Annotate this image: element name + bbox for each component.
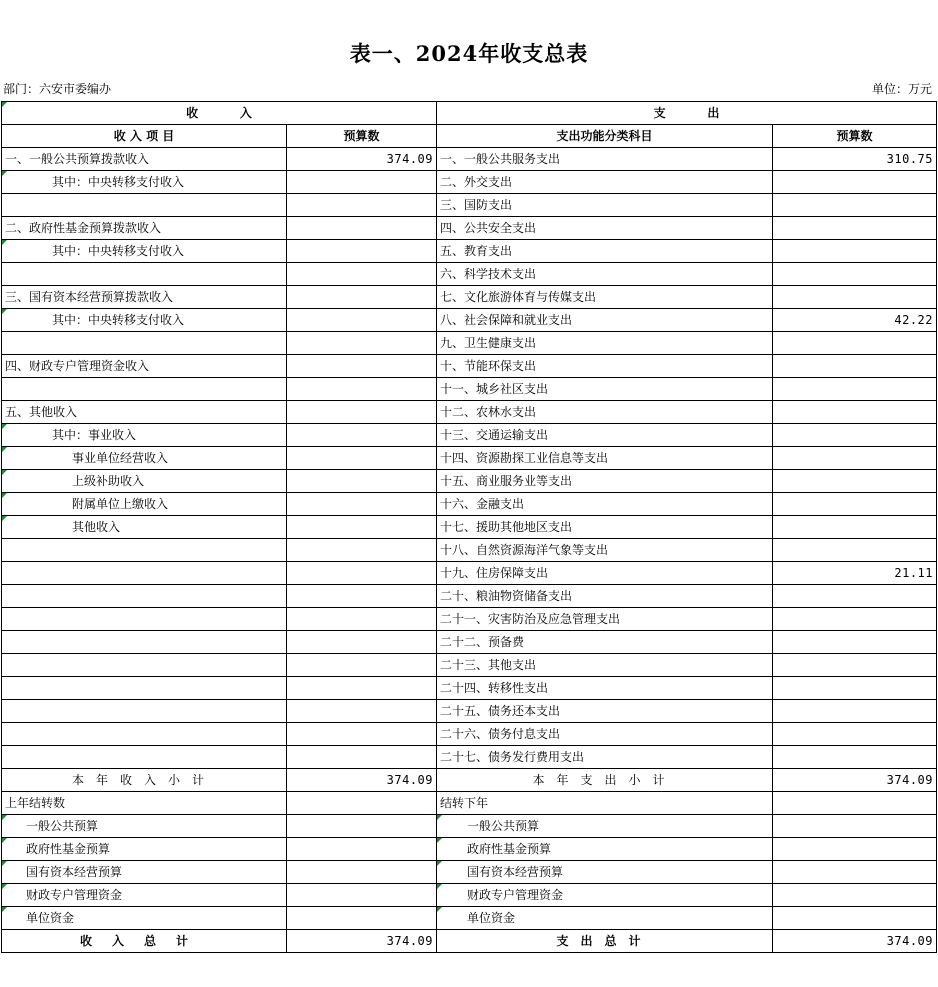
income-item-label: 四、财政专户管理资金收入 <box>2 355 287 378</box>
income-item-value <box>287 654 437 677</box>
expense-item-label: 十一、城乡社区支出 <box>437 378 773 401</box>
expense-item-label: 五、教育支出 <box>437 240 773 263</box>
carry-out-value <box>773 792 937 815</box>
carry-in-label: 政府性基金预算 <box>2 838 287 861</box>
income-item-label: 其他收入 <box>2 516 287 539</box>
table-row <box>2 240 937 263</box>
income-item-label: 其中：事业收入 <box>2 424 287 447</box>
expense-item-label: 二十二、预备费 <box>437 631 773 654</box>
carry-row <box>2 838 937 861</box>
income-item-value <box>287 447 437 470</box>
expense-item-value <box>773 608 937 631</box>
expense-item-value: 310.75 <box>773 148 937 171</box>
table-row <box>2 631 937 654</box>
page-title: 表一、2024年收支总表 <box>349 41 589 66</box>
income-item-label <box>2 263 287 286</box>
income-budget-header: 预算数 <box>287 125 437 148</box>
subtotal-row <box>2 769 937 792</box>
income-item-value <box>287 286 437 309</box>
carry-in-value <box>287 838 437 861</box>
income-item-label <box>2 194 287 217</box>
table-row <box>2 723 937 746</box>
carry-out-label: 国有资本经营预算 <box>437 861 773 884</box>
expense-item-label: 二、外交支出 <box>437 171 773 194</box>
expense-item-value <box>773 677 937 700</box>
total-row <box>2 930 937 953</box>
table-row <box>2 263 937 286</box>
expense-item-value <box>773 424 937 447</box>
expense-item-value <box>773 194 937 217</box>
income-item-value <box>287 309 437 332</box>
expense-item-value <box>773 539 937 562</box>
income-total-value: 374.09 <box>287 930 437 953</box>
income-item-value <box>287 516 437 539</box>
income-item-value <box>287 217 437 240</box>
carry-out-label: 一般公共预算 <box>437 815 773 838</box>
budget-table <box>1 101 937 953</box>
income-item-value <box>287 263 437 286</box>
expense-item-value <box>773 332 937 355</box>
income-header: 收 入 <box>2 102 437 125</box>
header-row-2 <box>2 125 937 148</box>
carry-in-value <box>287 815 437 838</box>
expense-item-label: 十、节能环保支出 <box>437 355 773 378</box>
income-subtotal-value: 374.09 <box>287 769 437 792</box>
table-row <box>2 309 937 332</box>
expense-item-label: 十五、商业服务业等支出 <box>437 470 773 493</box>
expense-subtotal-value: 374.09 <box>773 769 937 792</box>
expense-item-label: 二十、粮油物资储备支出 <box>437 585 773 608</box>
carry-row <box>2 861 937 884</box>
expense-item-label: 七、文化旅游体育与传媒支出 <box>437 286 773 309</box>
expense-item-value <box>773 654 937 677</box>
expense-item-label: 十六、金融支出 <box>437 493 773 516</box>
expense-item-value: 21.11 <box>773 562 937 585</box>
income-item-label <box>2 654 287 677</box>
income-item-value <box>287 700 437 723</box>
income-item-value <box>287 585 437 608</box>
table-row <box>2 217 937 240</box>
department-label: 部门：六安市委编办 <box>3 82 112 96</box>
income-item-label <box>2 746 287 769</box>
expense-item-value <box>773 700 937 723</box>
expense-item-value <box>773 746 937 769</box>
carry-row <box>2 884 937 907</box>
table-row <box>2 447 937 470</box>
carry-row <box>2 792 937 815</box>
carry-row <box>2 815 937 838</box>
table-row <box>2 585 937 608</box>
income-item-value <box>287 470 437 493</box>
income-item-label: 附属单位上缴收入 <box>2 493 287 516</box>
income-item-label <box>2 539 287 562</box>
expense-item-label: 二十三、其他支出 <box>437 654 773 677</box>
income-item-label <box>2 332 287 355</box>
expense-item-label: 十九、住房保障支出 <box>437 562 773 585</box>
income-item-label <box>2 562 287 585</box>
income-item-label <box>2 378 287 401</box>
carry-row <box>2 907 937 930</box>
expense-item-label: 六、科学技术支出 <box>437 263 773 286</box>
expense-item-value <box>773 217 937 240</box>
carry-out-value <box>773 907 937 930</box>
carry-in-value <box>287 884 437 907</box>
expense-item-value: 42.22 <box>773 309 937 332</box>
expense-item-label: 二十一、灾害防治及应急管理支出 <box>437 608 773 631</box>
income-item-value <box>287 677 437 700</box>
income-item-label <box>2 608 287 631</box>
table-row <box>2 539 937 562</box>
income-item-label <box>2 700 287 723</box>
income-item-value <box>287 332 437 355</box>
expense-item-label: 十八、自然资源海洋气象等支出 <box>437 539 773 562</box>
table-row <box>2 677 937 700</box>
expense-item-label: 二十六、债务付息支出 <box>437 723 773 746</box>
income-item-value <box>287 562 437 585</box>
income-item-label: 二、政府性基金预算拨款收入 <box>2 217 287 240</box>
expense-item-header: 支出功能分类科目 <box>437 125 773 148</box>
expense-item-value <box>773 493 937 516</box>
expense-item-label: 九、卫生健康支出 <box>437 332 773 355</box>
expense-item-value <box>773 470 937 493</box>
income-item-label: 其中：中央转移支付收入 <box>2 240 287 263</box>
expense-item-label: 一、一般公共服务支出 <box>437 148 773 171</box>
header-row-1 <box>2 102 937 125</box>
table-row <box>2 746 937 769</box>
expense-item-value <box>773 516 937 539</box>
carry-in-label: 单位资金 <box>2 907 287 930</box>
table-row <box>2 148 937 171</box>
expense-item-value <box>773 401 937 424</box>
income-item-value <box>287 240 437 263</box>
table-row <box>2 378 937 401</box>
table-row <box>2 286 937 309</box>
expense-item-label: 十二、农林水支出 <box>437 401 773 424</box>
expense-item-value <box>773 240 937 263</box>
income-item-value <box>287 539 437 562</box>
expense-item-value <box>773 447 937 470</box>
income-item-value <box>287 171 437 194</box>
expense-subtotal-label: 本年支出小计 <box>437 769 773 792</box>
table-row <box>2 332 937 355</box>
expense-item-label: 十三、交通运输支出 <box>437 424 773 447</box>
income-item-label <box>2 631 287 654</box>
income-item-label <box>2 723 287 746</box>
table-row <box>2 700 937 723</box>
expense-item-value <box>773 171 937 194</box>
expense-item-label: 二十七、债务发行费用支出 <box>437 746 773 769</box>
carry-in-label: 上年结转数 <box>2 792 287 815</box>
carry-out-label: 政府性基金预算 <box>437 838 773 861</box>
table-row <box>2 654 937 677</box>
expense-item-label: 八、社会保障和就业支出 <box>437 309 773 332</box>
expense-item-value <box>773 263 937 286</box>
expense-header: 支 出 <box>437 102 937 125</box>
carry-out-label: 单位资金 <box>437 907 773 930</box>
income-item-label: 上级补助收入 <box>2 470 287 493</box>
expense-item-label: 四、公共安全支出 <box>437 217 773 240</box>
income-subtotal-label: 本年收入小计 <box>2 769 287 792</box>
income-item-label: 事业单位经营收入 <box>2 447 287 470</box>
expense-item-value <box>773 723 937 746</box>
expense-item-value <box>773 286 937 309</box>
table-row <box>2 562 937 585</box>
expense-item-value <box>773 631 937 654</box>
income-item-header: 收 入 项 目 <box>2 125 287 148</box>
income-item-value <box>287 493 437 516</box>
expense-item-value <box>773 355 937 378</box>
income-item-label: 五、其他收入 <box>2 401 287 424</box>
income-item-value <box>287 608 437 631</box>
table-row <box>2 516 937 539</box>
income-item-label <box>2 677 287 700</box>
expense-item-label: 二十五、债务还本支出 <box>437 700 773 723</box>
income-item-label: 其中：中央转移支付收入 <box>2 171 287 194</box>
income-item-value <box>287 401 437 424</box>
table-row <box>2 493 937 516</box>
income-item-label <box>2 585 287 608</box>
income-item-value <box>287 631 437 654</box>
income-item-value <box>287 378 437 401</box>
income-total-label: 收入总计 <box>2 930 287 953</box>
unit-label: 单位：万元 <box>871 82 932 96</box>
table-row <box>2 194 937 217</box>
expense-item-value <box>773 378 937 401</box>
income-item-value <box>287 723 437 746</box>
income-item-label: 三、国有资本经营预算拨款收入 <box>2 286 287 309</box>
table-row <box>2 355 937 378</box>
carry-in-value <box>287 861 437 884</box>
carry-out-value <box>773 838 937 861</box>
table-row <box>2 401 937 424</box>
expense-item-label: 十四、资源勘探工业信息等支出 <box>437 447 773 470</box>
table-row <box>2 424 937 447</box>
table-row <box>2 608 937 631</box>
income-item-label: 一、一般公共预算拨款收入 <box>2 148 287 171</box>
carry-out-label: 财政专户管理资金 <box>437 884 773 907</box>
carry-in-label: 国有资本经营预算 <box>2 861 287 884</box>
expense-item-label: 十七、援助其他地区支出 <box>437 516 773 539</box>
expense-budget-header: 预算数 <box>773 125 937 148</box>
table-row <box>2 470 937 493</box>
expense-total-value: 374.09 <box>773 930 937 953</box>
carry-out-label: 结转下年 <box>437 792 773 815</box>
expense-item-label: 二十四、转移性支出 <box>437 677 773 700</box>
carry-in-label: 一般公共预算 <box>2 815 287 838</box>
income-item-value <box>287 194 437 217</box>
carry-out-value <box>773 884 937 907</box>
carry-in-value <box>287 907 437 930</box>
table-row <box>2 171 937 194</box>
carry-out-value <box>773 861 937 884</box>
carry-in-label: 财政专户管理资金 <box>2 884 287 907</box>
income-item-value <box>287 355 437 378</box>
income-item-value <box>287 424 437 447</box>
income-item-value <box>287 746 437 769</box>
expense-item-label: 三、国防支出 <box>437 194 773 217</box>
expense-total-label: 支出总计 <box>437 930 773 953</box>
income-item-label: 其中：中央转移支付收入 <box>2 309 287 332</box>
carry-out-value <box>773 815 937 838</box>
income-item-value: 374.09 <box>287 148 437 171</box>
carry-in-value <box>287 792 437 815</box>
expense-item-value <box>773 585 937 608</box>
